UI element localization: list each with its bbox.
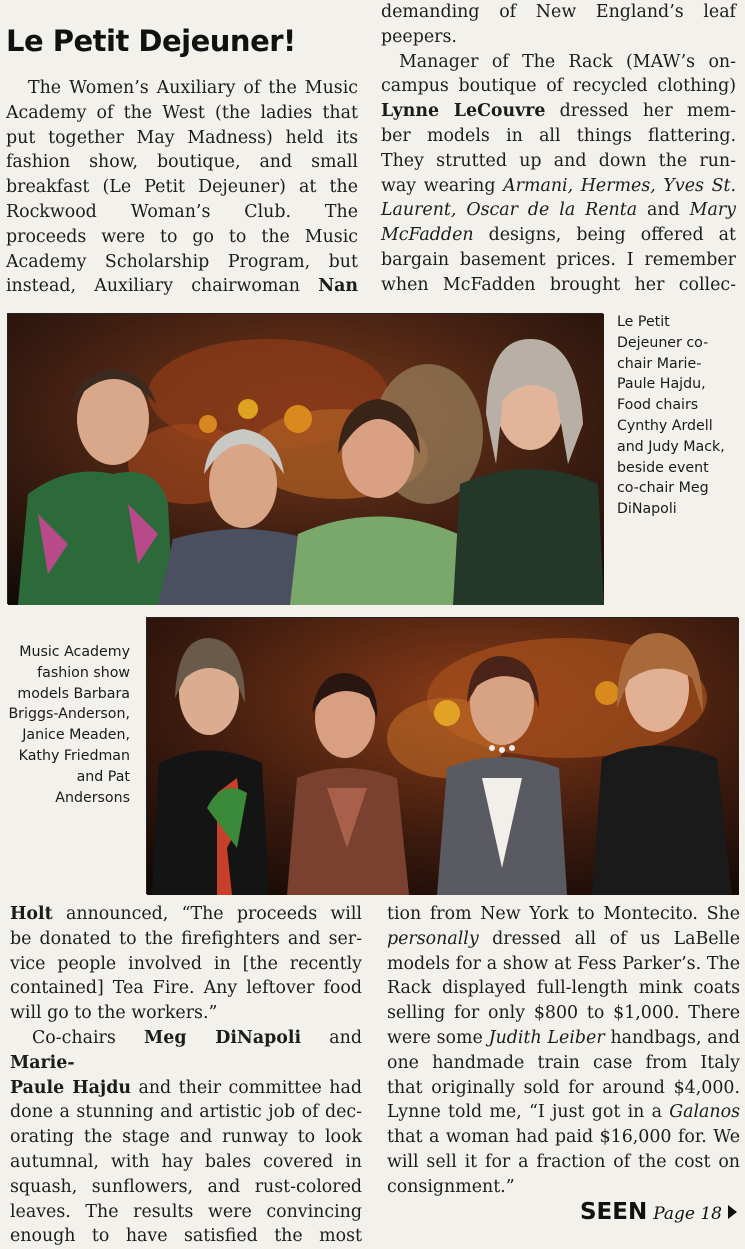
caption-line: Kathy Friedman xyxy=(18,747,130,764)
event-photo-models xyxy=(146,617,738,894)
text-line: Laurent, Oscar de la Renta and Mary xyxy=(381,200,736,221)
caption-line: Music Academy xyxy=(19,644,130,660)
caption-line: DiNapoli xyxy=(617,501,677,518)
text-line: proceeds were to go to the Music xyxy=(6,226,358,247)
bold-name: Holt xyxy=(10,904,53,924)
caption-line: Food chairs xyxy=(617,397,699,414)
text-line: one handmade train case from Italy xyxy=(387,1052,740,1073)
text-line: McFadden designs, being offered at xyxy=(381,225,736,246)
section-name: SEEN xyxy=(579,1199,648,1225)
text-line: instead, Auxiliary chairwoman Nan xyxy=(6,276,358,297)
text-line: personally dressed all of us LaBelle xyxy=(387,928,740,949)
caption-line: Briggs-Anderson, xyxy=(8,706,130,723)
text-line: demanding of New England’s leaf xyxy=(381,2,736,22)
text-line: autumnal, with hay bales covered in xyxy=(10,1151,362,1172)
text-line: peepers. xyxy=(381,26,457,47)
text-line: Academy Scholarship Program, but xyxy=(6,251,358,272)
text-line: leaves. The results were convincing xyxy=(10,1201,362,1222)
text-line: fashion show, boutique, and small xyxy=(6,152,358,173)
caption-line: beside event xyxy=(617,459,709,476)
continued-on-page[interactable] xyxy=(580,1199,737,1225)
text-line: Rack displayed full-length mink coats xyxy=(387,978,740,999)
text-line: Paule Hajdu and their committee had xyxy=(10,1077,362,1098)
column-1-bottom xyxy=(10,902,362,1249)
caption-line: Dejeuner co- xyxy=(617,334,709,351)
text-line: breakfast (Le Petit Dejeuner) at the xyxy=(6,177,358,198)
text-line: Co-chairs Meg DiNapoli and Marie- xyxy=(10,1027,362,1073)
caption-line: Le Petit xyxy=(617,314,670,330)
text-line: that a woman had paid $16,000 for. We xyxy=(387,1127,740,1148)
bold-name: Nan xyxy=(318,276,358,297)
text-line: bargain basement prices. I remember xyxy=(381,249,736,270)
text-line: Holt announced, “The proceeds will xyxy=(10,904,362,924)
text-line: way wearing Armani, Hermes, Yves St. xyxy=(381,175,736,196)
photo-illustration xyxy=(8,314,604,605)
photo-caption-models xyxy=(6,642,130,808)
caption-line: co-chair Meg xyxy=(617,480,709,497)
column-2-top xyxy=(381,0,736,298)
column-2-bottom xyxy=(387,902,740,1200)
text-line: Lynne told me, “I just got in a Galanos xyxy=(387,1102,740,1123)
text-line: selling for only $800 to $1,000. There xyxy=(387,1003,740,1024)
caption-line: chair Marie- xyxy=(617,355,702,372)
text-line: models for a show at Fess Parker’s. The xyxy=(387,953,740,974)
caption-line: Cynthy Ardell xyxy=(617,417,713,434)
text-line: ber models in all things flattering. xyxy=(381,125,736,146)
text-line: orating the stage and runway to look xyxy=(10,1127,362,1148)
text-line: will go to the workers.” xyxy=(10,1003,218,1024)
text-line: be donated to the firefighters and ser- xyxy=(10,928,362,949)
text-line: Academy of the West (the ladies that xyxy=(6,102,358,123)
text-line: were some Judith Leiber handbags, and xyxy=(387,1027,740,1048)
text-line: will sell it for a fraction of the cost on xyxy=(387,1151,740,1172)
text-line: Manager of The Rack (MAW’s on- xyxy=(399,51,736,72)
event-photo-cochairs xyxy=(7,313,603,604)
caption-line: Janice Meaden, xyxy=(22,727,130,744)
photo-caption-cochairs xyxy=(617,312,741,520)
text-line: when McFadden brought her collec- xyxy=(381,274,736,295)
column-1-top xyxy=(6,76,358,299)
caption-line: models Barbara xyxy=(17,685,130,702)
play-arrow-icon xyxy=(728,1205,737,1219)
text-line: enough to have satisfied the most xyxy=(10,1226,362,1247)
caption-line: Paule Hajdu, xyxy=(617,376,706,393)
text-line: Lynne LeCouvre dressed her mem- xyxy=(381,101,736,122)
bold-name: Lynne LeCouvre xyxy=(381,101,546,122)
article-headline: Le Petit Dejeuner! xyxy=(6,24,296,58)
text-line: campus boutique of recycled clothing) xyxy=(381,76,736,97)
text-line: squash, sunflowers, and rust-colored xyxy=(10,1176,362,1197)
page-reference: Page 18 xyxy=(653,1204,722,1224)
text-line: done a stunning and artistic job of dec- xyxy=(10,1102,362,1123)
text-line: The Women’s Auxiliary of the Music xyxy=(28,78,358,98)
caption-line: Andersons xyxy=(55,789,130,806)
text-line: tion from New York to Montecito. She xyxy=(387,904,740,924)
photo-illustration xyxy=(147,618,739,895)
text-line: Rockwood Woman’s Club. The xyxy=(6,201,358,222)
text-line: They strutted up and down the run- xyxy=(381,150,736,171)
caption-line: fashion show xyxy=(37,664,130,681)
text-line: that originally sold for around $4,000. xyxy=(387,1077,740,1098)
caption-line: and Judy Mack, xyxy=(617,438,725,455)
text-line: put together May Madness) held its xyxy=(6,127,358,148)
text-line: consignment.” xyxy=(387,1176,515,1197)
caption-line: and Pat xyxy=(76,768,130,785)
text-line: contained] Tea Fire. Any leftover food xyxy=(10,978,362,999)
text-line: vice people involved in [the recently xyxy=(10,953,362,974)
